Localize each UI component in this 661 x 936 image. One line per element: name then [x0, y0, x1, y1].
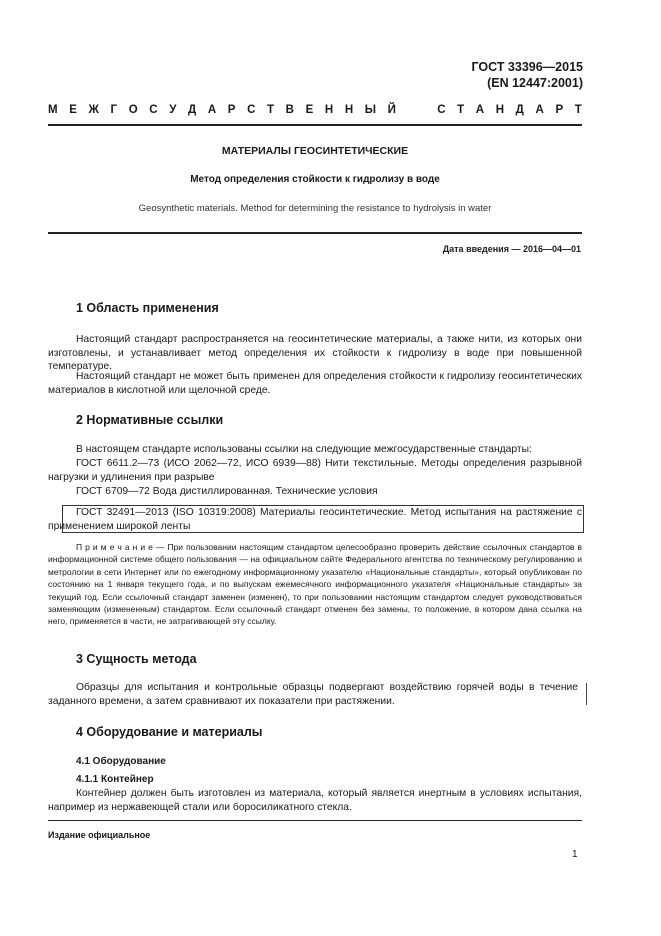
- banner-letter: [422, 104, 425, 116]
- banner-letter: У: [169, 104, 177, 116]
- banner-letter: С: [437, 104, 446, 116]
- title-rule: [48, 232, 582, 234]
- effective-date: Дата введения — 2016—04—01: [442, 244, 581, 254]
- section-1-paragraph-1: Настоящий стандарт распространяется на геосинтетические материалы, а также нити, из которых они изготовлены, и устанавливает метод определения их стойкости к гидролизу в воде при повышенной температуре.: [48, 334, 582, 372]
- note-label: П р и м е ч а н и е: [76, 542, 153, 552]
- official-edition: Издание официальное: [48, 830, 151, 840]
- english-title: Geosynthetic materials. Method for determining the resistance to hydrolysis in water: [138, 203, 492, 214]
- banner-letter: Р: [227, 104, 236, 116]
- section-2-reference-6611: ГОСТ 6611.2—73 (ИСО 2062—72, ИСО 6939—88) Нити текстильные. Методы определения разрывной нагрузки и удлинения при разрыве: [48, 458, 582, 483]
- banner-letter: В: [285, 104, 294, 116]
- section-3-paragraph-1: Образцы для испытания и контрольные образцы подвергают воздействию горячей воды в течение заданного времени, а затем сравнивают их показатели при растяжении.: [48, 682, 578, 707]
- banner-letter: Ж: [88, 104, 99, 116]
- banner-letter: Т: [267, 104, 275, 116]
- banner-letter: Н: [344, 104, 354, 116]
- banner-letter: Д: [515, 104, 524, 116]
- banner-letter: Е: [69, 104, 77, 116]
- banner-letter: Н: [324, 104, 334, 116]
- section-2-heading: 2 Нормативные ссылки: [76, 413, 224, 427]
- header-rule: [48, 124, 582, 126]
- section-2-note: [48, 541, 582, 628]
- page-number: 1: [572, 849, 578, 860]
- banner-letter: Р: [555, 104, 564, 116]
- subsection-4-1-1: 4.1.1 Контейнер: [76, 774, 154, 785]
- banner-letter: А: [475, 104, 485, 116]
- banner-letter: Е: [305, 104, 314, 116]
- banner-letter: Н: [495, 104, 505, 116]
- banner-letter: Т: [574, 104, 582, 116]
- document-subtitle: Метод определения стойкости к гидролизу в воде: [190, 174, 440, 185]
- section-4-paragraph-1: Контейнер должен быть изготовлен из материала, который является инертным в условиях испытания, например из нержавеющей стали или боросиликатного стекла.: [48, 788, 582, 813]
- banner-letter: Т: [457, 104, 465, 116]
- banner-letter: Д: [188, 104, 197, 116]
- footer-rule: [48, 820, 582, 821]
- gost-number: ГОСТ 33396—2015: [471, 60, 583, 74]
- revision-bar: [586, 683, 587, 705]
- document-title: МАТЕРИАЛЫ ГЕОСИНТЕТИЧЕСКИЕ: [221, 145, 409, 157]
- banner-letter: М: [48, 104, 58, 116]
- banner-letter: С: [149, 104, 158, 116]
- banner-letter: Г: [110, 104, 118, 116]
- banner-letter: Й: [387, 104, 396, 116]
- interstate-standard-banner: [48, 104, 582, 116]
- section-2-reference-6709: ГОСТ 6709—72 Вода дистиллированная. Технические условия: [76, 486, 378, 497]
- section-4-heading: 4 Оборудование и материалы: [76, 725, 263, 739]
- en-number: (EN 12447:2001): [487, 76, 583, 90]
- section-2-reference-32491: ГОСТ 32491—2013 (ISO 10319:2008) Материалы геосинтетические. Метод испытания на растяжение с применением широкой ленты: [48, 507, 582, 532]
- section-1-heading: 1 Область применения: [76, 301, 219, 315]
- banner-letter: А: [535, 104, 544, 116]
- banner-letter: С: [247, 104, 256, 116]
- subsection-4-1: 4.1 Оборудование: [76, 756, 166, 767]
- section-3-heading: 3 Сущность метода: [76, 652, 197, 666]
- banner-letter: А: [207, 104, 217, 116]
- banner-letter: О: [128, 104, 138, 116]
- banner-letter: [408, 104, 411, 116]
- note-text: — При пользовании настоящим стандартом целесообразно проверить действие ссылочных стандартов в информационной системе общего пользования — на официальном сайте Федерального агентства по техническому регулированию и метрологии в сети Интернет или по ежегодному информационному указателю «Национальные стандарты», который опубликован по состоянию на 1 января текущего года, и по выпускам ежемесячного информационного указателя «Национальные стандарты» за текущий год. Если ссылочный стандарт заменен (изменен), то при пользовании настоящим стандартом следует руководствоваться заменяющим (измененным) стандартом. Если ссылочный стандарт отменен без замены, то положение, в котором дана ссылка на него, применяется в части, не затрагивающей эту ссылку.: [48, 542, 582, 627]
- section-2-paragraph-1: В настоящем стандарте использованы ссылки на следующие межгосударственные стандарты:: [76, 444, 532, 455]
- banner-letter: Ы: [364, 104, 377, 116]
- section-1-paragraph-2: Настоящий стандарт не может быть применен для определения стойкости к гидролизу геосинтетических материалов в кислотной или щелочной среде.: [48, 371, 582, 396]
